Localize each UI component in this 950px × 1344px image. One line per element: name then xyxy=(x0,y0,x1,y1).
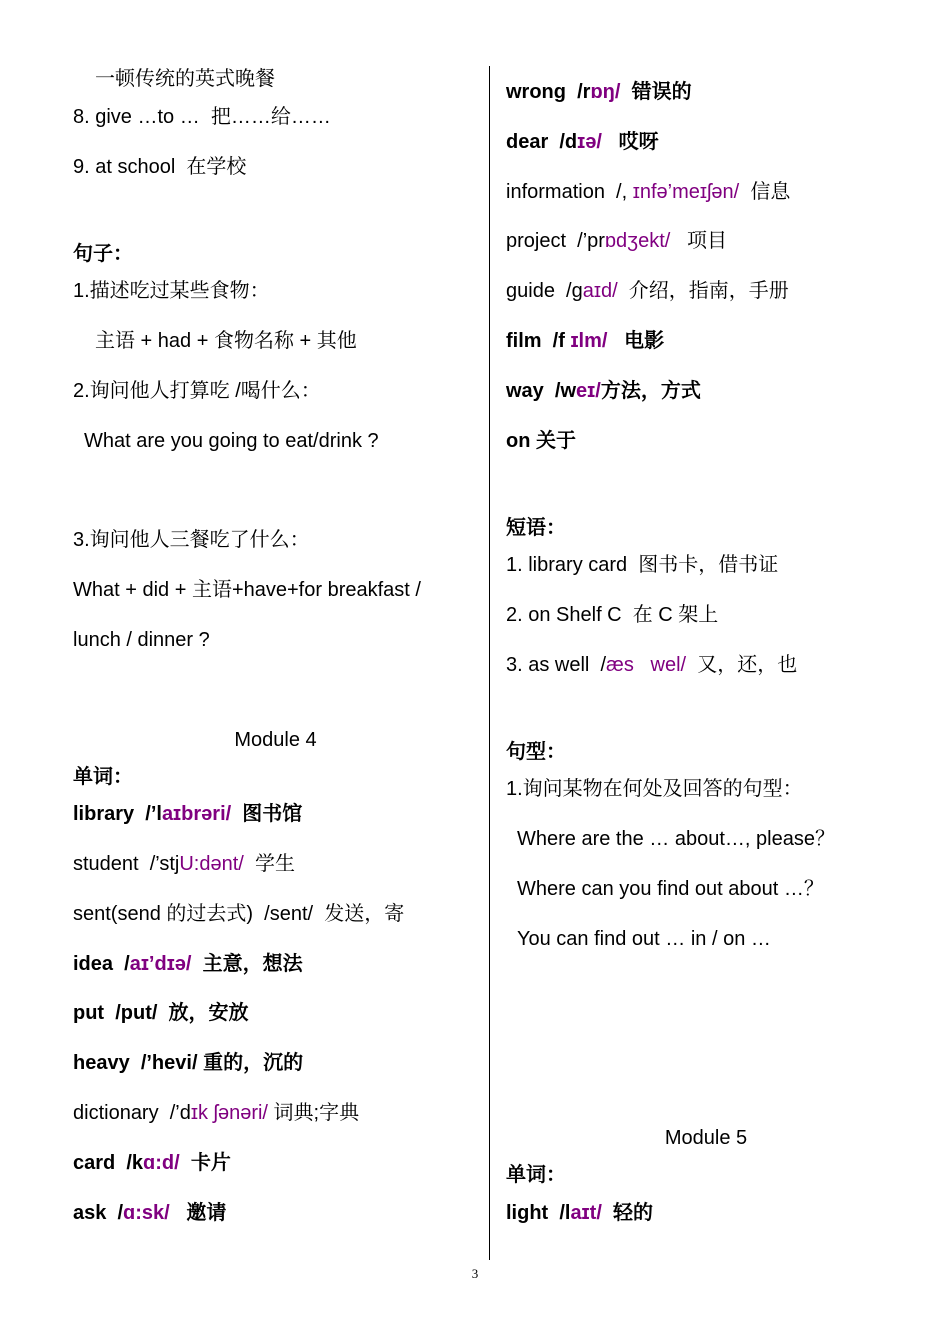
vocab-item-light: light /laɪt/ 轻的 xyxy=(506,1202,654,1224)
sentence-item: 1.描述吃过某些食物： xyxy=(73,280,270,302)
phrase-item: 3. as well /æs wel/ 又，还，也 xyxy=(506,654,798,676)
phrase-item: 9. at school 在学校 xyxy=(73,156,247,178)
sentence-pattern: What + did + 主语+have+for breakfast / xyxy=(73,579,421,601)
vocab-item-dear: dear /dɪə/ 哎呀 xyxy=(506,131,659,153)
vocab-item-card: card /kɑ:d/ 卡片 xyxy=(73,1152,231,1174)
vocab-item-student: student /’stjU:dənt/ 学生 xyxy=(73,853,295,875)
page-number: 3 xyxy=(471,1266,479,1281)
vocab-item-project: project /’prɒdʒekt/ 项目 xyxy=(506,230,727,252)
sentence-pattern: What are you going to eat/drink ? xyxy=(84,430,379,452)
vocab-item-dictionary: dictionary /’dɪk ʃənəri/ 词典;字典 xyxy=(73,1102,360,1124)
pattern-sentence: Where are the … about…, please？ xyxy=(517,828,835,850)
vocab-item-guide: guide /gaɪd/ 介绍，指南，手册 xyxy=(506,280,789,302)
phrase-item: 8. give …to … 把……给…… xyxy=(73,106,331,128)
phrase-item: 1. library card 图书卡，借书证 xyxy=(506,554,779,576)
sentence-pattern: 主语 + had + 食物名称 + 其他 xyxy=(95,330,357,352)
vocab-item-heavy: heavy /’hevi/ 重的，沉的 xyxy=(73,1052,304,1074)
vocab-item-ask: ask /ɑ:sk/ 邀请 xyxy=(73,1202,227,1224)
pattern-sentence: Where can you find out about …？ xyxy=(517,878,824,900)
vocab-item-wrong: wrong /rɒŋ/ 错误的 xyxy=(506,81,692,103)
vocab-item-put: put /put/ 放，安放 xyxy=(73,1002,249,1024)
vocab-item-way: way /weɪ/方法，方式 xyxy=(506,380,701,402)
text-line: 一顿传统的英式晚餐 xyxy=(95,68,275,90)
vocab-item-information: information /, ɪnfə’meɪʃən/ 信息 xyxy=(506,181,791,203)
sentence-item: 3.询问他人三餐吃了什么： xyxy=(73,529,310,551)
vocab-item-library: library /’laɪbrəri/ 图书馆 xyxy=(73,803,303,825)
column-divider xyxy=(489,66,490,1260)
vocab-item-idea: idea /aɪ’dɪə/ 主意，想法 xyxy=(73,953,303,975)
sentence-item: 2.询问他人打算吃 /喝什么： xyxy=(73,380,321,402)
vocab-item-sent: sent(send 的过去式) /sent/ 发送，寄 xyxy=(73,903,405,925)
section-heading-patterns: 句型： xyxy=(506,741,566,763)
pattern-item: 1.询问某物在何处及回答的句型： xyxy=(506,778,803,800)
pattern-sentence: You can find out … in / on … xyxy=(517,928,771,950)
section-heading-vocab: 单词： xyxy=(506,1164,566,1186)
vocab-item-on: on 关于 xyxy=(506,430,576,452)
section-heading-sentences: 句子： xyxy=(73,243,133,265)
vocab-item-film: film /f ɪlm/ 电影 xyxy=(506,330,665,352)
phrase-item: 2. on Shelf C 在 C 架上 xyxy=(506,604,719,626)
section-heading-phrases: 短语： xyxy=(506,517,566,539)
sentence-pattern: lunch / dinner ? xyxy=(73,629,210,651)
module-heading: Module 5 xyxy=(664,1127,748,1149)
module-heading: Module 4 xyxy=(234,729,317,751)
section-heading-vocab: 单词： xyxy=(73,766,133,788)
